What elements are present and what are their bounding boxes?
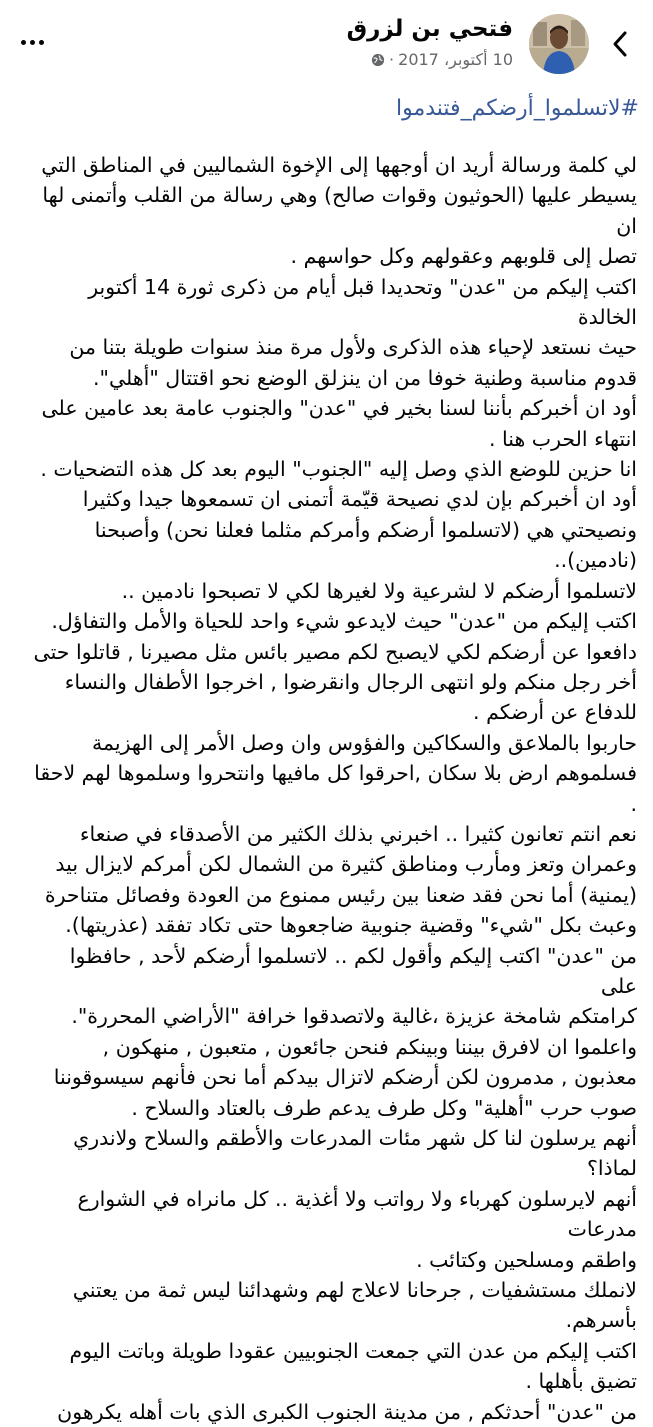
- post-text-line: اكتب إليكم من "عدن" وتحديدا قبل أيام من ذكرى ثورة 14 أكتوبر الخالدة: [88, 274, 637, 330]
- post-text-line: لي كلمة ورسالة أريد ان أوجهها إلى الإخوة الشماليين في المناطق التي: [41, 153, 637, 177]
- post-text-line: واعلموا ان لافرق بيننا وبينكم فنحن جائعون , متعبون , منهكون ,: [102, 1034, 637, 1059]
- post-text-line: (نادمين)..: [554, 548, 637, 573]
- post-text-line: من "عدن" أحدثكم , من مدينة الجنوب الكبرى الذي بات أهله يكرهون: [57, 1399, 637, 1424]
- post-text-line: قدوم مناسبة وطنية خوفا من ان ينزلق الوضع نحو اقتتال "أهلي".: [93, 365, 637, 390]
- globe-icon: [371, 53, 385, 67]
- post-text-line: ونصيحتي هي (لاتسلموا أرضكم وأمركم مثلما فعلنا نحن) وأصبحنا: [94, 517, 637, 542]
- post-text-line: انتهاء الحرب هنا .: [488, 426, 637, 451]
- post-text-line: لاتسلموا أرضكم لا لشرعية ولا لغيرها لكي لا تصبحوا نادمين ..: [121, 578, 637, 603]
- post-text-line: يسيطر عليها (الحوثيون وقوات صالح) وهي رسالة من القلب وأتمنى لها ان: [42, 183, 637, 238]
- back-button[interactable]: [603, 26, 639, 62]
- post-text-line: أنهم يرسلون لنا كل شهر مئات المدرعات والأطقم والسلاح ولاندري لماذا؟: [73, 1126, 637, 1181]
- post-text-line: أنهم لايرسلون كهرباء ولا رواتب ولا أغذية .. كل مانراه في الشوارع مدرعات: [77, 1186, 637, 1242]
- post-text-line: معذبون , مدمرون لكن أرضكم لاتزال بيدكم أما نحن فأنهم سيسوقوننا: [53, 1065, 637, 1090]
- post-text-line: (يمنية) أما نحن فقد ضعنا بين رئيس ممنوع من العودة وفصائل متناحرة: [44, 882, 637, 907]
- avatar[interactable]: [529, 14, 589, 74]
- post-text-line: صوب حرب "أهلية" وكل طرف يدعم طرف بالعتاد والسلاح .: [131, 1095, 637, 1120]
- post-text-line: اكتب إليكم من "عدن" حيث لايدعو شيء واحد للحياة والأمل والتفاؤل.: [51, 609, 637, 634]
- post-text-line: بأسرهم.: [565, 1308, 637, 1333]
- post-text-line: تصل إلى قلوبهم وعقولهم وكل حواسهم .: [290, 244, 637, 269]
- post-text-line: تضيق بأهلها .: [525, 1369, 637, 1394]
- post-text-line: أود ان أخبركم بأننا لسنا بخير في "عدن" والجنوب عامة بعد عامين على: [41, 396, 637, 421]
- post-date[interactable]: 10 أكتوبر، 2017: [398, 50, 513, 69]
- post-text-line: أود ان أخبركم بإن لدي نصيحة قيّمة أتمنى ان تسمعوها جيدا وكثيرا: [82, 487, 637, 512]
- post-text-line: فسلموهم ارض بلا سكان ,احرقوا كل مافيها وانتحروا وسلموها لهم لاحقا .: [34, 761, 637, 816]
- post-text-line: لانملك مستشفيات , جرحانا لاعلاج لهم وشهدائنا ليس ثمة من يعتني: [72, 1278, 637, 1303]
- post-text-line: أخر رجل منكم ولو انتهى الرجال وانقرضوا , اخرجوا الأطفال والنساء: [64, 669, 637, 694]
- post-header: [0, 0, 653, 88]
- avatar-image: [529, 14, 589, 74]
- author-name[interactable]: فتحي بن لزرق: [346, 16, 513, 42]
- post-text-line: انا حزين للوضع الذي وصل إليه "الجنوب" اليوم بعد كل هذه التضحيات .: [40, 457, 637, 482]
- post-text-line: من "عدن" اكتب إليكم وأقول لكم .. لاتسلموا أرضكم لأحد , حافظوا على: [69, 943, 637, 998]
- post-text-line: حاربوا بالملاعق والسكاكين والفؤوس وان وصل الأمر إلى الهزيمة: [92, 730, 637, 755]
- post-text-line: حيث نستعد لإحياء هذه الذكرى ولأول مرة منذ سنوات طويلة بتنا من: [69, 335, 637, 360]
- more-horizontal-icon: [21, 40, 26, 45]
- post-text-line: نعم انتم تعانون كثيرا .. اخبرني بذلك الكثير من الأصدقاء في صنعاء: [79, 821, 637, 846]
- post-text-line: دافعوا عن أرضكم لكي لايصبح لكم مصير بائس مثل مصيرنا , قاتلوا حتى: [33, 639, 637, 664]
- more-options-button[interactable]: [12, 30, 52, 54]
- hashtag-link[interactable]: #لاتسلموا_أرضكم_فتندموا: [395, 96, 639, 121]
- post-text-line: كرامتكم شامخة عزيزة ،غالية ولاتصدقوا خرافة "الأراضي المحررة".: [71, 1004, 637, 1029]
- post-meta: 10 أكتوبر، 2017 ·: [371, 50, 513, 69]
- post-text-line: وعبث بكل "شيء" وقضية جنوبية ضاجعوها حتى تكاد تفقد (عذريتها).: [65, 913, 637, 938]
- post-text-line: وعمران وتعز ومأرب ومناطق كثيرة من الشمال لكن أمركم لايزال بيد: [55, 852, 637, 877]
- post-text-line: واطقم ومسلحين وكتائب .: [416, 1247, 637, 1272]
- chevron-left-icon: [611, 30, 631, 58]
- post-text-line: اكتب إليكم من عدن التي جمعت الجنوبيين عقودا طويلة وباتت اليوم: [69, 1338, 637, 1363]
- post-text-line: للدفاع عن أرضكم .: [473, 700, 637, 725]
- post-body: [28, 150, 637, 1427]
